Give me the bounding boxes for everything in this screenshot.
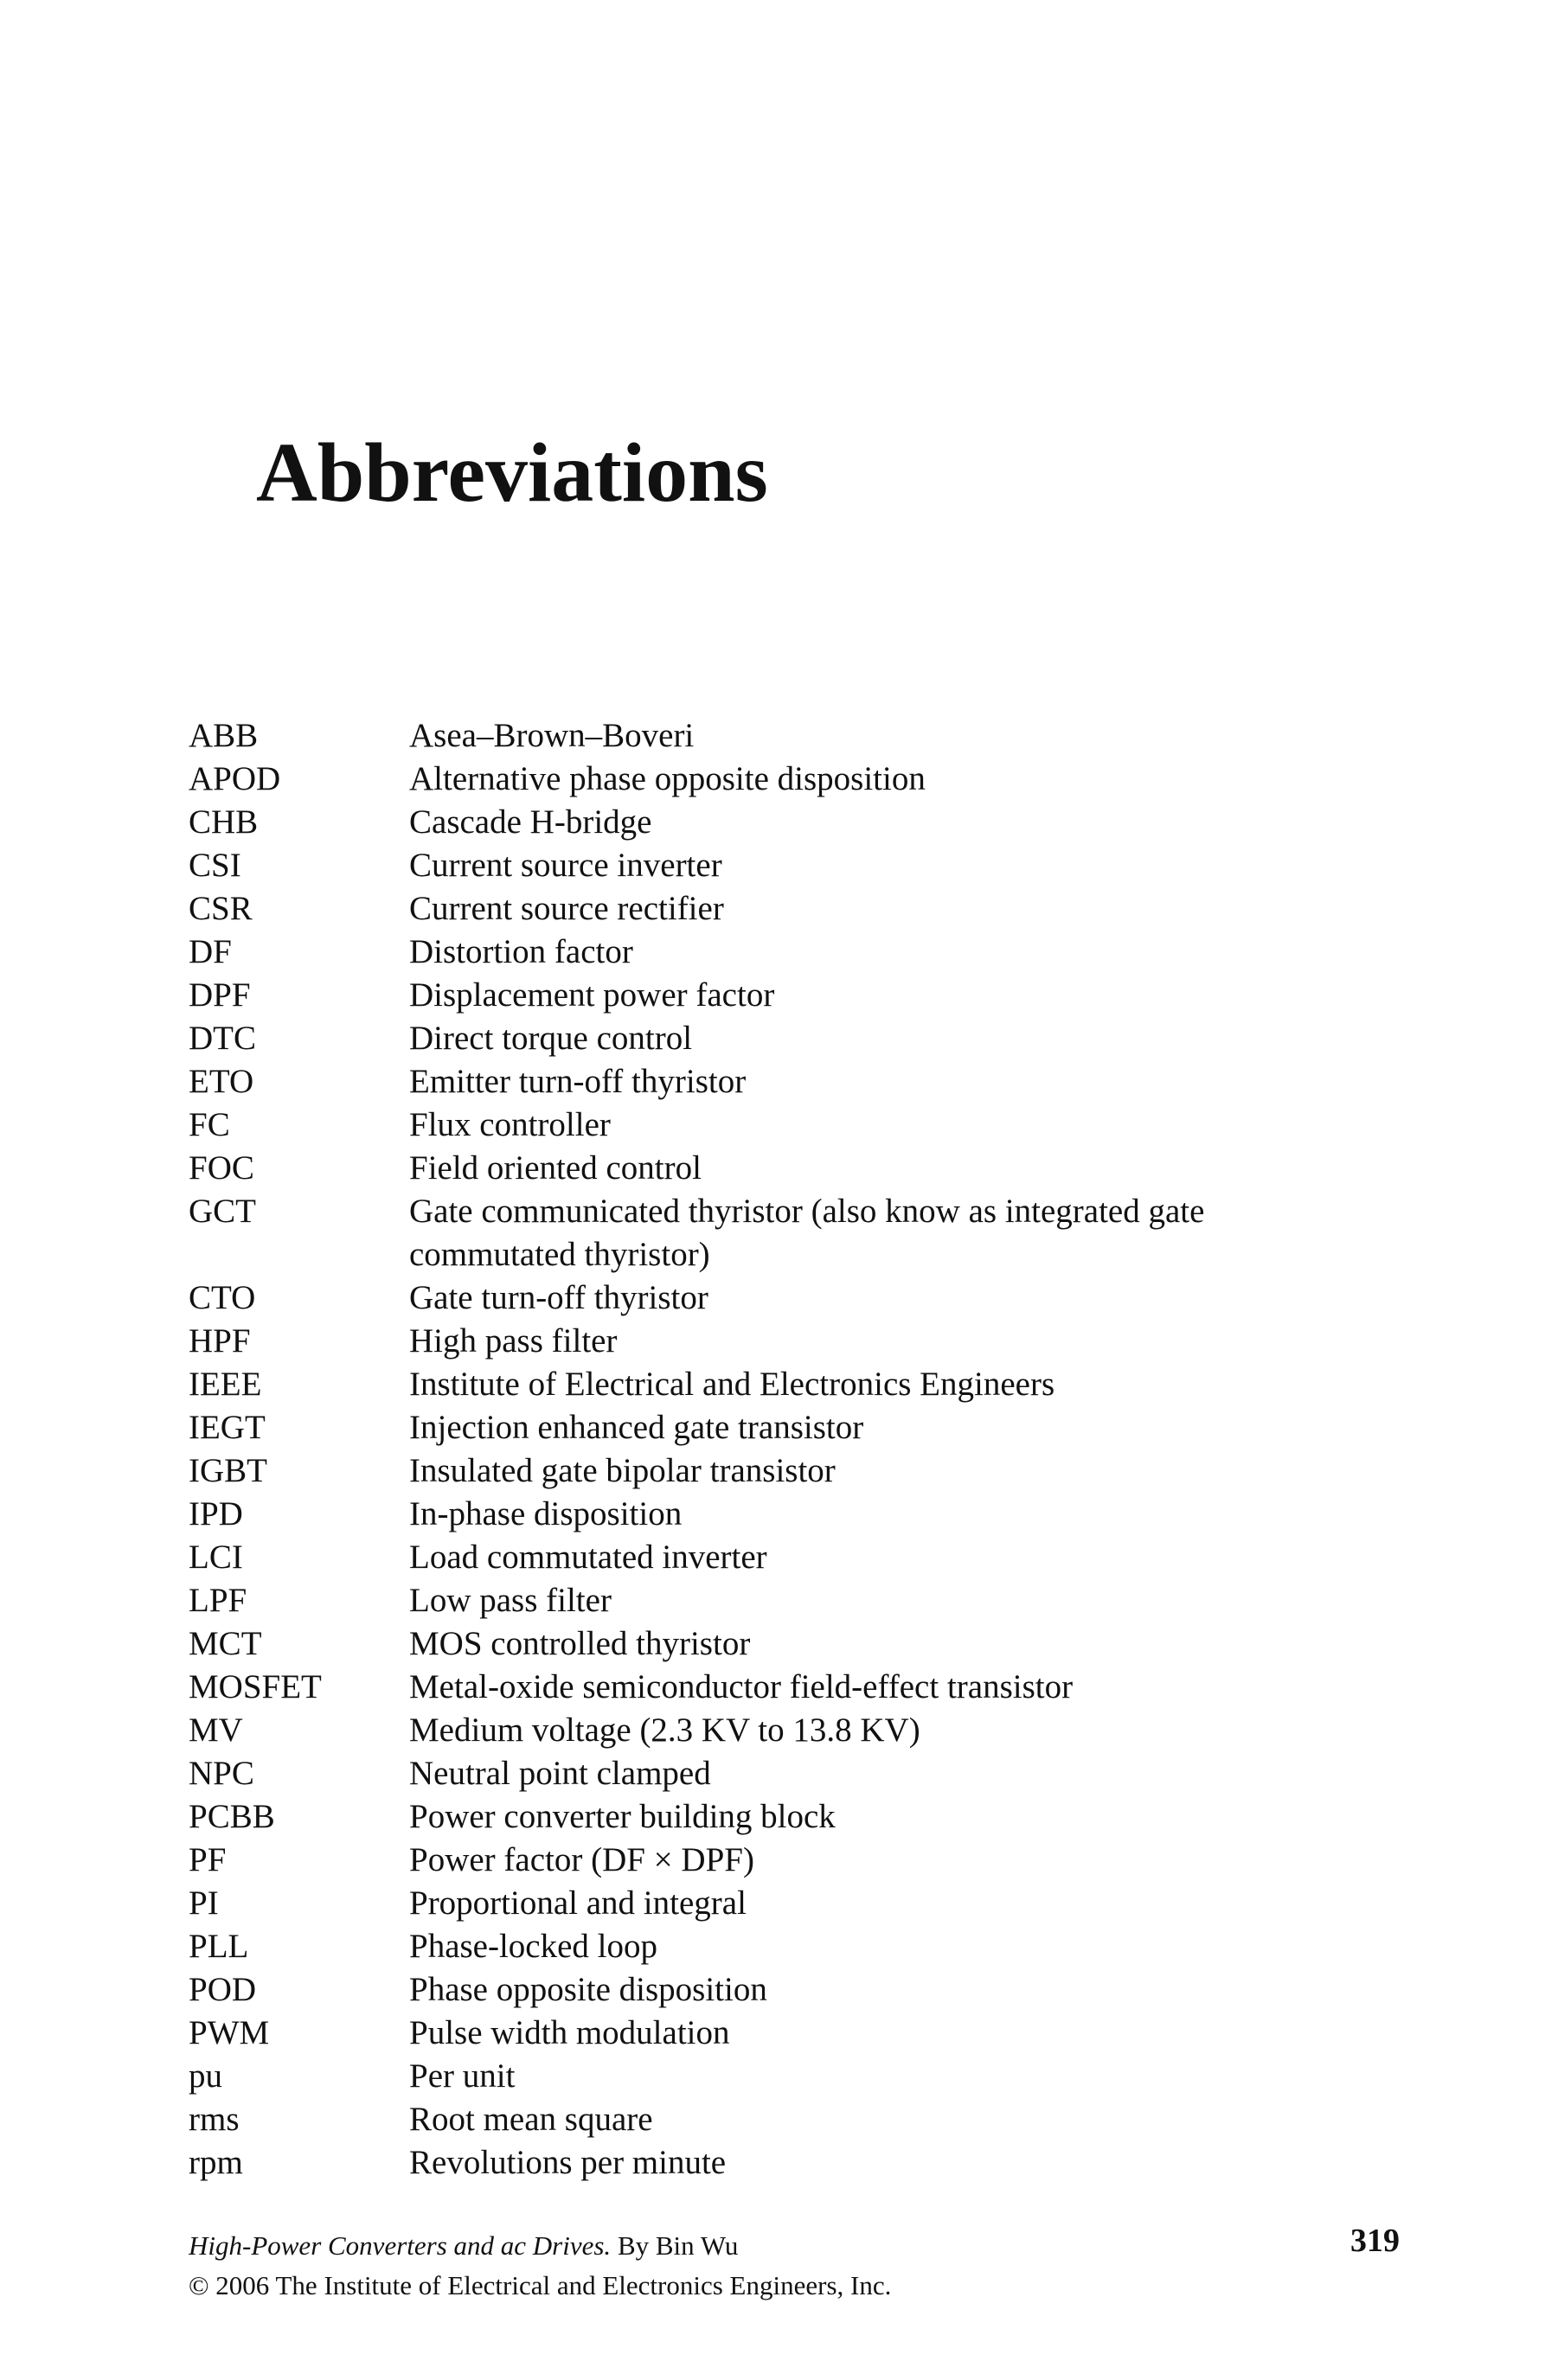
- book-author: By Bin Wu: [617, 2230, 739, 2261]
- abbreviation-row: [189, 887, 1400, 931]
- abbreviation-row: [189, 714, 1400, 758]
- abbreviation-term: IGBT: [189, 1452, 267, 1489]
- abbreviation-definition: Revolutions per minute: [409, 2144, 727, 2181]
- abbreviation-definition: Proportional and integral: [409, 1884, 747, 1922]
- abbreviation-row: [189, 1839, 1400, 1882]
- abbreviation-definition: Gate turn-off thyristor: [409, 1279, 708, 1316]
- abbreviation-term: IEGT: [189, 1409, 266, 1446]
- abbreviation-definition: Metal-oxide semiconductor field-effect transistor: [409, 1668, 1074, 1705]
- abbreviation-row: [189, 758, 1400, 801]
- abbreviation-row: [189, 1449, 1400, 1493]
- abbreviation-term: FOC: [189, 1149, 254, 1187]
- abbreviation-row: [189, 1925, 1400, 1968]
- abbreviation-definition: Alternative phase opposite disposition: [409, 760, 926, 797]
- abbreviation-term: PF: [189, 1841, 227, 1878]
- abbreviation-definition: Displacement power factor: [409, 976, 775, 1014]
- abbreviation-row: [189, 1320, 1400, 1363]
- abbreviation-row: [189, 1579, 1400, 1622]
- abbreviation-term: PCBB: [189, 1798, 275, 1835]
- abbreviation-term: POD: [189, 1971, 257, 2008]
- abbreviation-definition: Current source inverter: [409, 847, 722, 884]
- abbreviation-term: DF: [189, 933, 232, 970]
- abbreviation-row: [189, 1709, 1400, 1752]
- abbreviation-term: MOSFET: [189, 1668, 322, 1705]
- abbreviation-definition: Institute of Electrical and Electronics Engineers: [409, 1366, 1055, 1403]
- abbreviation-row: [189, 1060, 1400, 1104]
- abbreviation-term: IEEE: [189, 1366, 262, 1403]
- book-title: High-Power Converters and ac Drives.: [189, 2230, 612, 2261]
- abbreviation-definition: Cascade H-bridge: [409, 803, 652, 841]
- abbreviation-term: rms: [189, 2101, 240, 2138]
- abbreviation-term: ABB: [189, 717, 259, 754]
- abbreviation-term: CSR: [189, 890, 253, 927]
- abbreviation-row: [189, 2055, 1400, 2098]
- abbreviation-definition: Power converter building block: [409, 1798, 836, 1835]
- abbreviation-definition: Load commutated inverter: [409, 1539, 767, 1576]
- abbreviation-row: [189, 1882, 1400, 1925]
- page-footer: [189, 2223, 1400, 2306]
- abbreviation-term: PWM: [189, 2014, 270, 2051]
- abbreviation-definition: High pass filter: [409, 1322, 618, 1360]
- abbreviation-row: [189, 1147, 1400, 1190]
- abbreviation-row: [189, 1536, 1400, 1579]
- abbreviation-term: pu: [189, 2057, 222, 2095]
- page-title: Abbreviations: [256, 426, 768, 520]
- abbreviation-term: rpm: [189, 2144, 243, 2181]
- abbreviation-term: CHB: [189, 803, 259, 841]
- abbreviation-row: [189, 844, 1400, 887]
- abbreviation-row: [189, 1363, 1400, 1406]
- abbreviation-definition: Direct torque control: [409, 1020, 693, 1057]
- abbreviation-definition: Gate communicated thyristor (also know as integrated gate commutated thyristor): [409, 1193, 1205, 1273]
- abbreviation-term: IPD: [189, 1495, 243, 1532]
- abbreviation-definition: Flux controller: [409, 1106, 611, 1143]
- abbreviation-term: GCT: [189, 1193, 256, 1230]
- abbreviation-list: [189, 714, 1400, 2185]
- abbreviation-definition: In-phase disposition: [409, 1495, 683, 1532]
- abbreviation-row: [189, 1190, 1400, 1276]
- abbreviation-row: [189, 2098, 1400, 2141]
- abbreviation-term: CSI: [189, 847, 241, 884]
- abbreviation-term: PLL: [189, 1928, 249, 1965]
- abbreviation-term: LCI: [189, 1539, 243, 1576]
- abbreviation-definition: Phase opposite disposition: [409, 1971, 767, 2008]
- page-number: 319: [1350, 2223, 1400, 2259]
- abbreviation-row: [189, 2141, 1400, 2185]
- abbreviation-row: [189, 1795, 1400, 1839]
- abbreviation-term: HPF: [189, 1322, 251, 1360]
- abbreviation-term: NPC: [189, 1755, 254, 1792]
- abbreviation-definition: MOS controlled thyristor: [409, 1625, 751, 1662]
- abbreviation-term: APOD: [189, 760, 281, 797]
- abbreviation-row: [189, 1968, 1400, 2012]
- abbreviation-term: DTC: [189, 1020, 256, 1057]
- abbreviation-term: MV: [189, 1711, 243, 1749]
- abbreviation-row: [189, 1622, 1400, 1666]
- abbreviation-row: [189, 2012, 1400, 2055]
- abbreviation-definition: Root mean square: [409, 2101, 653, 2138]
- abbreviation-row: [189, 1406, 1400, 1449]
- abbreviation-row: [189, 1752, 1400, 1795]
- abbreviation-definition: Phase-locked loop: [409, 1928, 658, 1965]
- abbreviation-definition: Asea–Brown–Boveri: [409, 717, 695, 754]
- abbreviation-term: CTO: [189, 1279, 256, 1316]
- abbreviation-row: [189, 801, 1400, 844]
- abbreviation-row: [189, 1666, 1400, 1709]
- abbreviation-row: [189, 1493, 1400, 1536]
- footer-citation: [189, 2223, 1400, 2266]
- abbreviation-definition: Per unit: [409, 2057, 516, 2095]
- abbreviation-definition: Distortion factor: [409, 933, 633, 970]
- abbreviation-definition: Low pass filter: [409, 1582, 612, 1619]
- abbreviation-term: ETO: [189, 1063, 254, 1100]
- abbreviation-term: DPF: [189, 976, 251, 1014]
- abbreviation-term: MCT: [189, 1625, 262, 1662]
- abbreviation-definition: Pulse width modulation: [409, 2014, 730, 2051]
- abbreviation-row: [189, 1276, 1400, 1320]
- abbreviation-term: FC: [189, 1106, 230, 1143]
- abbreviation-term: PI: [189, 1884, 219, 1922]
- abbreviation-definition: Emitter turn-off thyristor: [409, 1063, 747, 1100]
- abbreviation-term: LPF: [189, 1582, 247, 1619]
- abbreviation-definition: Medium voltage (2.3 KV to 13.8 KV): [409, 1711, 920, 1749]
- abbreviation-definition: Injection enhanced gate transistor: [409, 1409, 864, 1446]
- abbreviation-row: [189, 931, 1400, 974]
- abbreviation-row: [189, 1104, 1400, 1147]
- abbreviation-row: [189, 1017, 1400, 1060]
- abbreviation-definition: Field oriented control: [409, 1149, 702, 1187]
- abbreviation-row: [189, 974, 1400, 1017]
- abbreviation-definition: Neutral point clamped: [409, 1755, 711, 1792]
- copyright-notice: © 2006 The Institute of Electrical and Electronics Engineers, Inc.: [189, 2270, 892, 2300]
- abbreviation-definition: Power factor (DF × DPF): [409, 1841, 754, 1878]
- abbreviation-definition: Current source rectifier: [409, 890, 724, 927]
- abbreviation-definition: Insulated gate bipolar transistor: [409, 1452, 836, 1489]
